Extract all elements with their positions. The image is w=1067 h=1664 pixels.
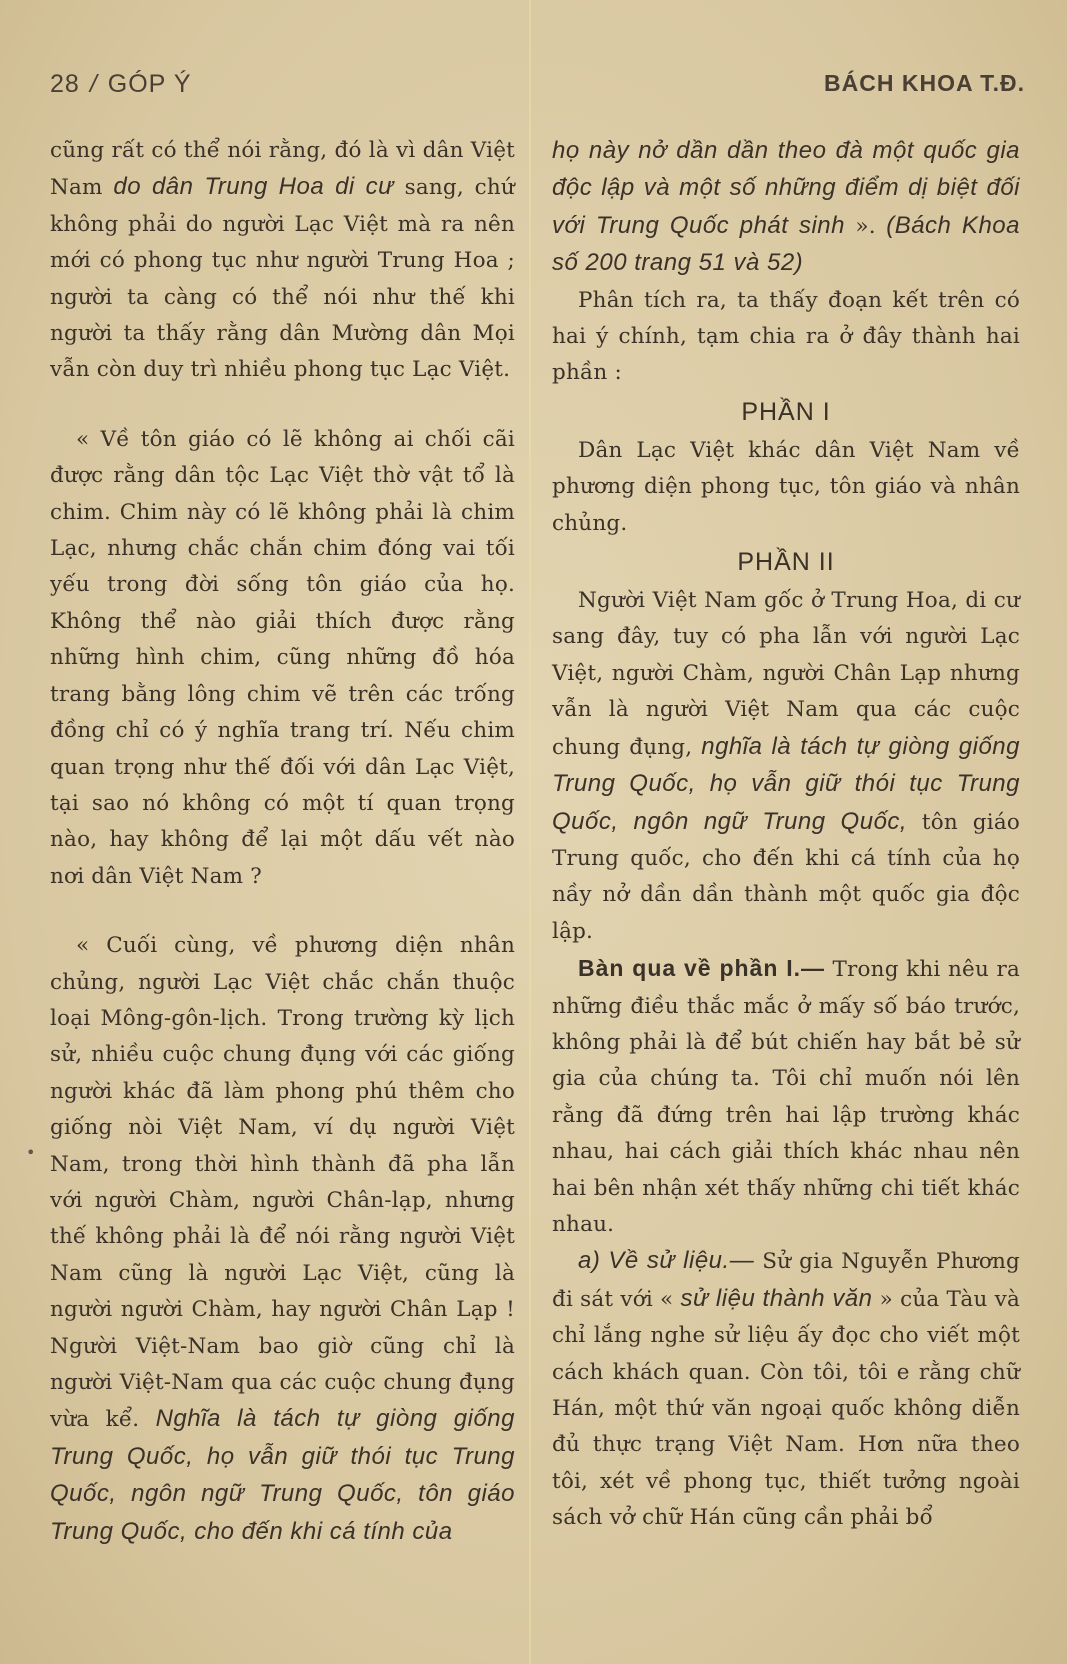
quote-end-italic: họ này nở dần dần theo đà một quốc gia độc lập và một số những điểm dị biệt đối với Trung Quốc phát sinh [552, 137, 1020, 239]
point-a-title: Về sử liệu.— [608, 1247, 755, 1275]
page-number: 28 [50, 70, 80, 98]
discussion-heading: Bàn qua về phần I.— [578, 955, 826, 982]
point-a-italic-2: sử liệu thành văn [680, 1284, 873, 1312]
left-column [50, 133, 515, 1551]
header-left [50, 70, 192, 99]
point-a-text-2: » của Tàu và chỉ lắng nghe sử liệu ấy đọc cho viết một cách khách quan. Còn tôi, tôi e rằng chữ Hán, một thứ văn ngoại quốc không diễn đủ thực trạng Việt Nam. Hơn nữa theo tôi, xét về phong tục, thiết tưởng ngoài sách vở chữ Hán cũng cần phải bổ [552, 1286, 1020, 1531]
left-paragraph-3 [50, 928, 515, 1551]
part-1-text: Dân Lạc Việt khác dân Việt Nam về phương diện phong tục, tôn giáo và nhân chủng. [552, 437, 1020, 536]
running-header [50, 70, 1025, 110]
paragraph-gap [50, 895, 515, 928]
part2-text: Người Việt Nam gốc ở Trung Hoa, di cư sang đây, tuy có pha lẫn với người Lạc Việt, người Chàm, người Chân Lạp nhưng vẫn là người Việt Nam qua các cuộc chung đụng, [552, 588, 1020, 760]
para1-rest: sang, chứ không phải do người Lạc Việt mà ra nên mới có phong tục như người Trung Hoa ; người ta càng có thể nói như thế khi người ta thấy rằng dân Mường dân Mọi vẫn còn duy trì nhiều phong tục Lạc Việt. [50, 175, 515, 383]
para1-text: cũng rất có thể nói rằng, đó là vì dân Việt Nam [50, 138, 515, 201]
quote-close: ». [845, 213, 876, 239]
quote-ending [552, 133, 1020, 283]
point-a-paragraph [552, 1243, 1020, 1536]
para3-italic: Nghĩa là tách tự giòng giống Trung Quốc, họ vẫn giữ thói tục Trung Quốc, ngôn ngữ Trung Quốc, tôn giáo Trung Quốc, cho đến khi cá tính của [50, 1405, 515, 1545]
section-title: GÓP Ý [107, 70, 192, 98]
part2-rest: tôn giáo Trung quốc, cho đến khi cá tính của họ nầy nở dần dần thành một quốc gia độc lập. [552, 809, 1020, 944]
part-2-text [552, 583, 1020, 950]
part2-italic: nghĩa là tách tự giòng giống Trung Quốc, họ vẫn giữ thói tục Trung Quốc, ngôn ngữ Trung Quốc, [552, 732, 1020, 835]
para1-italic: do dân Trung Hoa di cư [113, 173, 394, 201]
paragraph-gap [50, 389, 515, 422]
point-a-text-1: Sử gia Nguyễn Phương đi sát với « [552, 1249, 1020, 1312]
page-fold-line [529, 0, 531, 1664]
heading-part-1: PHẦN I [741, 397, 831, 426]
publication-title: BÁCH KHOA T.Đ. [824, 70, 1025, 96]
heading-part-2: PHẦN II [737, 548, 835, 577]
margin-mark-icon: • [26, 1143, 36, 1162]
left-paragraph-1 [50, 133, 515, 389]
left-paragraph-2: « Về tôn giáo có lẽ không ai chối cãi được rằng dân tộc Lạc Việt thờ vật tổ là chim. Chim này có lẽ không phải là chim Lạc, nhưng chắc chắn chim đóng vai tối yếu trong đời sống tôn giáo của họ. Không thể nào giải thích được rằng những hình chim, cũng những đồ hóa trang bằng lông chim vẽ trên các trống đồng chỉ có ý nghĩa trang trí. Nếu chim quan trọng như thế đối với dân Lạc Việt, tại sao nó không có một tí quan trọng nào, hay không để lại một dấu vết nào nơi dân Việt Nam ? [50, 426, 515, 889]
para3-text: « Cuối cùng, về phương diện nhân chủng, người Lạc Việt chắc chắn thuộc loại Mông-gôn-lịch. Trong trường kỳ lịch sử, nhiều cuộc chung đụng với các giống người khác đã làm phong phú thêm cho giống nòi Việt Nam, ví dụ người Việt Nam, trong thời hình thành đã pha lẫn với người Chàm, người Chân-lạp, nhưng thế không phải là để nói rằng người Việt Nam cũng là người Lạc Việt, cũng là người người Chàm, hay người Chân Lạp ! Người Việt-Nam bao giờ cũng chỉ là người Việt-Nam qua các cuộc chung đụng vừa kể. [50, 933, 515, 1433]
point-a-label: a) [578, 1247, 601, 1275]
citation: (Bách Khoa số 200 trang 51 và 52) [552, 211, 1020, 277]
analysis-paragraph: Phân tích ra, ta thấy đoạn kết trên có hai ý chính, tạm chia ra ở đây thành hai phần : [552, 287, 1020, 386]
discussion-text: Trong khi nêu ra những điều thắc mắc ở mấy số báo trước, không phải là để bút chiến hay bắt bẻ sử gia của chúng ta. Tôi chỉ muốn nói lên rằng đã đứng trên hai lập trường khác nhau, hai cách giải thích khác nhau nên hai bên nhận xét thấy những chi tiết khác nhau. [552, 957, 1020, 1237]
header-separator: / [89, 70, 98, 98]
right-column [552, 133, 1020, 1537]
discussion-paragraph [552, 950, 1020, 1243]
